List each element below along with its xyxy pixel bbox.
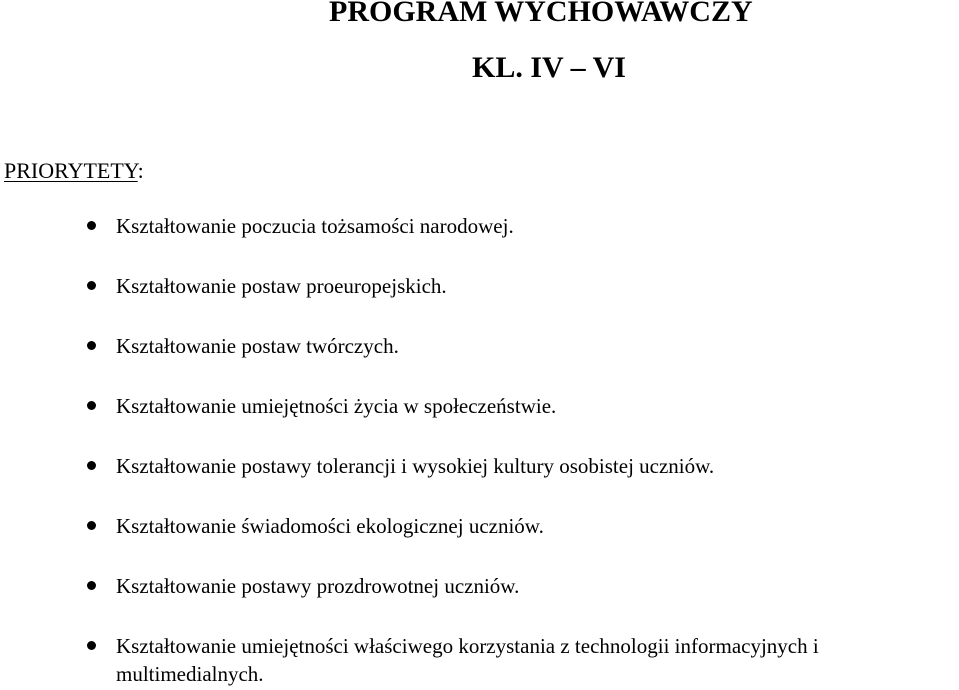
bullet-icon — [87, 521, 96, 530]
section-heading-label: PRIORYTETY — [4, 158, 138, 183]
list-item — [84, 332, 959, 360]
list-item — [84, 392, 959, 420]
list-item-text: Kształtowanie postaw proeuropejskich. — [116, 274, 447, 298]
list-item — [84, 452, 959, 480]
section-heading-colon: : — [137, 158, 144, 183]
list-item — [84, 212, 959, 240]
bullet-icon — [87, 581, 96, 590]
list-item-text: Kształtowanie umiejętności właściwego korzystania z technologii informacyjnych i multimedialnych. — [116, 634, 819, 686]
list-item-text: Kształtowanie umiejętności życia w społeczeństwie. — [116, 394, 557, 418]
bullet-icon — [87, 281, 96, 290]
list-item-text: Kształtowanie świadomości ekologicznej uczniów. — [116, 514, 544, 538]
list-item-text: Kształtowanie postaw twórczych. — [116, 334, 399, 358]
list-item-text: Kształtowanie postawy tolerancji i wysokiej kultury osobistej uczniów. — [116, 454, 715, 478]
bullet-icon — [87, 461, 96, 470]
list-item — [84, 272, 959, 300]
bullet-icon — [87, 221, 96, 230]
document-title: PROGRAM WYCHOWAWCZY — [329, 0, 753, 28]
bullet-icon — [87, 641, 96, 650]
list-item-text: Kształtowanie poczucia tożsamości narodowej. — [116, 214, 514, 238]
list-item — [84, 512, 959, 540]
list-item — [84, 572, 959, 600]
bullet-icon — [87, 401, 96, 410]
list-item-text: Kształtowanie postawy prozdrowotnej uczniów. — [116, 574, 520, 598]
list-item — [84, 632, 959, 688]
document-subtitle: KL. IV – VI — [472, 51, 626, 84]
bullet-icon — [87, 341, 96, 350]
section-heading — [4, 158, 144, 184]
